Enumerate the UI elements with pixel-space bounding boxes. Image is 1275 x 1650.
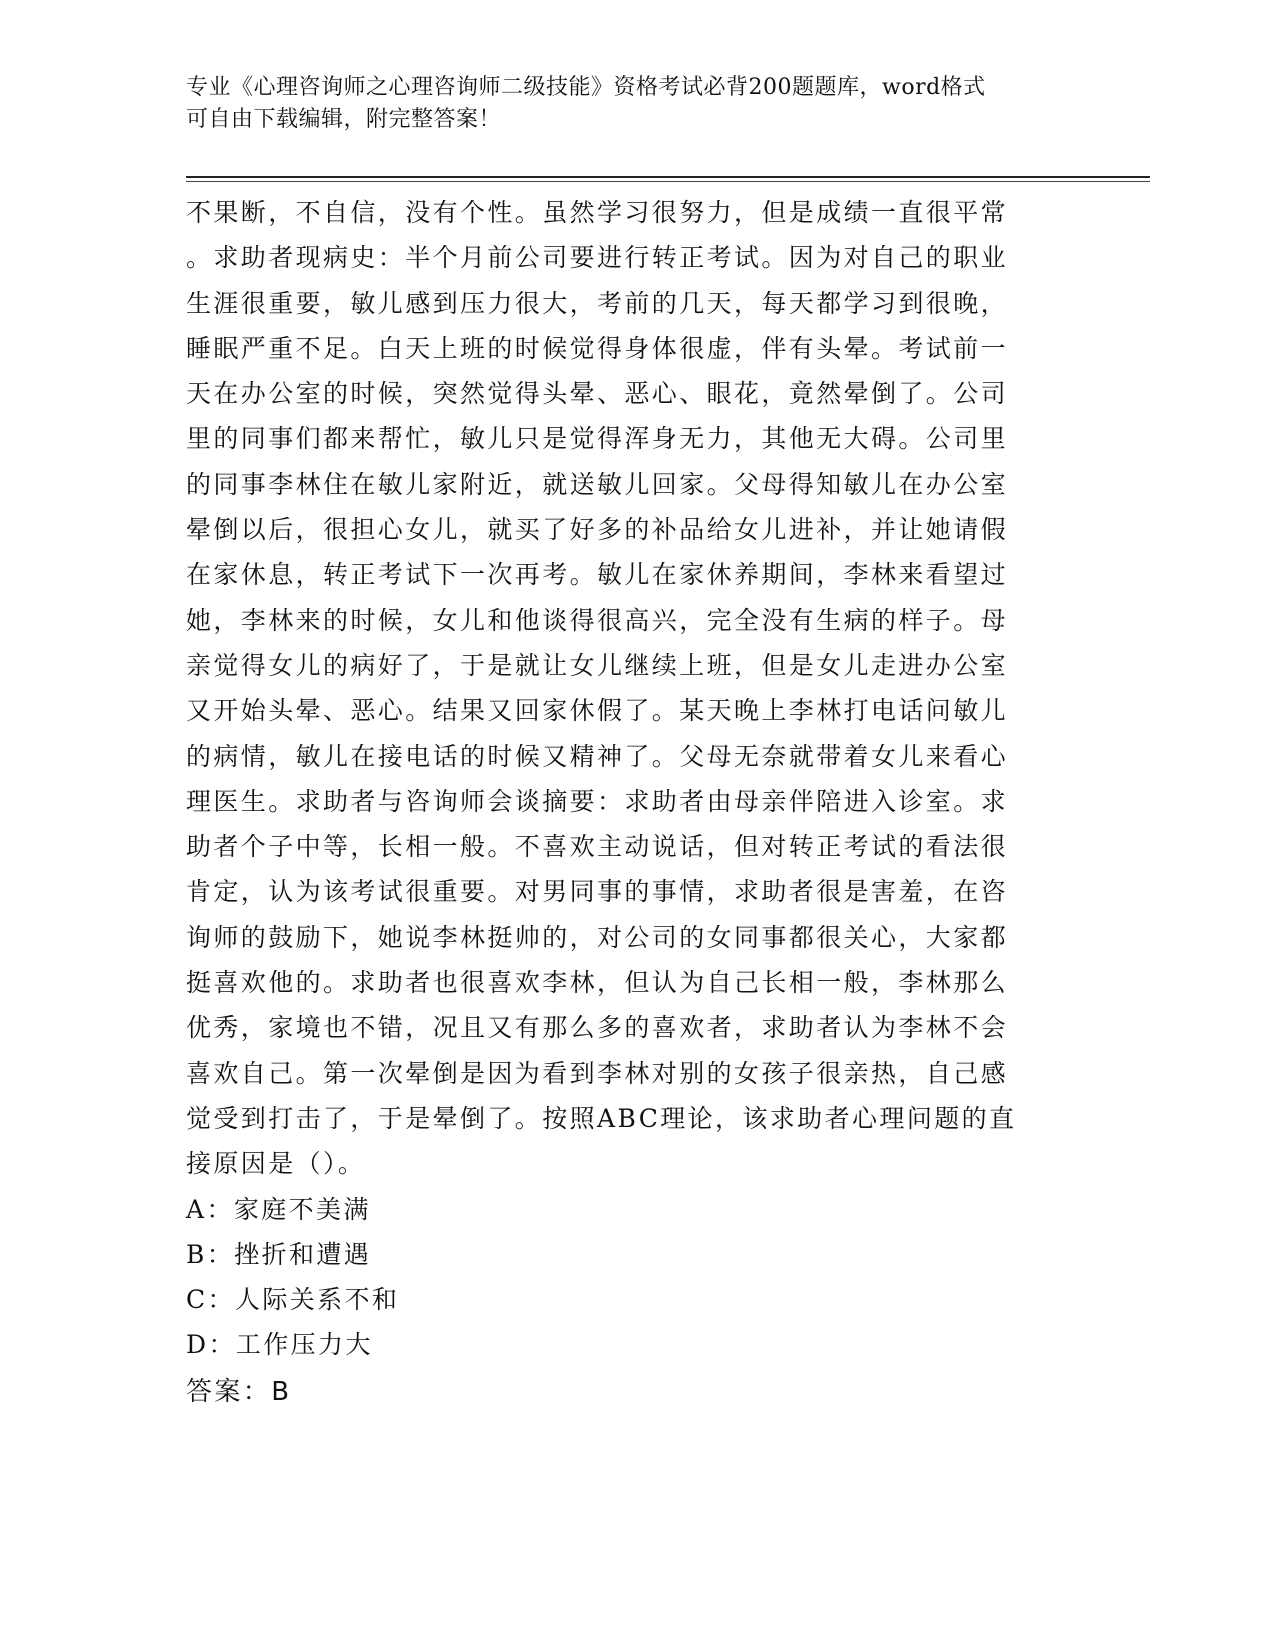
question-text-line: 亲觉得女儿的病好了，于是就让女儿继续上班，但是女儿走进办公室 <box>186 650 1009 680</box>
question-text-line: 睡眠严重不足。白天上班的时候觉得身体很虚，伴有头晕。考试前一 <box>186 333 1009 363</box>
question-body <box>186 190 1066 1415</box>
question-text-line: 又开始头晕、恶心。结果又回家休假了。某天晚上李林打电话问敏儿 <box>186 696 1009 726</box>
question-text-line: 觉受到打击了，于是晕倒了。按照ABC理论，该求助者心理问题的直 <box>186 1103 1017 1133</box>
option-a: A：家庭不美满 <box>186 1194 371 1224</box>
question-text-line: 挺喜欢他的。求助者也很喜欢李林，但认为自己长相一般，李林那么 <box>186 968 1009 998</box>
option-d: D：工作压力大 <box>186 1330 373 1360</box>
question-text-line: 生涯很重要，敏儿感到压力很大，考前的几天，每天都学习到很晚， <box>186 288 1009 318</box>
question-text-line: 不果断，不自信，没有个性。虽然学习很努力，但是成绩一直很平常 <box>186 198 1009 227</box>
question-text-line: 助者个子中等，长相一般。不喜欢主动说话，但对转正考试的看法很 <box>186 832 1009 862</box>
question-text-line: 理医生。求助者与咨询师会谈摘要：求助者由母亲伴陪进入诊室。求 <box>186 786 1009 816</box>
question-text-line: 她，李林来的时候，女儿和他谈得很高兴，完全没有生病的样子。母 <box>186 605 1009 635</box>
option-c: C：人际关系不和 <box>186 1285 400 1315</box>
header-title-line-2: 可自由下载编辑，附完整答案！ <box>186 107 502 132</box>
document-header <box>186 72 1066 136</box>
header-title-line-1: 专业《心理咨询师之心理咨询师二级技能》资格考试必背200题题库，word格式 <box>186 75 986 100</box>
question-text-line: 天在办公室的时候，突然觉得头晕、恶心、眼花，竟然晕倒了。公司 <box>186 379 1009 409</box>
question-text-line: 晕倒以后，很担心女儿，就买了好多的补品给女儿进补，并让她请假 <box>186 515 1009 545</box>
question-text-line: 接原因是（）。 <box>186 1149 366 1179</box>
question-text-line: 在家休息，转正考试下一次再考。敏儿在家休养期间，李林来看望过 <box>186 560 1009 590</box>
question-text-line: 。求助者现病史：半个月前公司要进行转正考试。因为对自己的职业 <box>186 243 1009 273</box>
option-b: B：挫折和遭遇 <box>186 1239 372 1269</box>
question-text-line: 里的同事们都来帮忙，敏儿只是觉得浑身无力，其他无大碍。公司里 <box>186 424 1009 454</box>
answer-text: 答案：B <box>186 1376 292 1407</box>
header-divider-thick <box>186 176 1150 178</box>
question-text-line: 的病情，敏儿在接电话的时候又精神了。父母无奈就带着女儿来看心 <box>186 741 1009 771</box>
question-text-line: 肯定，认为该考试很重要。对男同事的事情，求助者很是害羞，在咨 <box>186 877 1009 907</box>
question-text-line: 的同事李林住在敏儿家附近，就送敏儿回家。父母得知敏儿在办公室 <box>186 469 1009 499</box>
question-text-line: 优秀，家境也不错，况且又有那么多的喜欢者，求助者认为李林不会 <box>186 1013 1009 1043</box>
question-text-line: 询师的鼓励下，她说李林挺帅的，对公司的女同事都很关心，大家都 <box>186 922 1009 952</box>
header-divider-thin <box>186 181 1150 182</box>
question-text-line: 喜欢自己。第一次晕倒是因为看到李林对别的女孩子很亲热，自己感 <box>186 1058 1009 1088</box>
